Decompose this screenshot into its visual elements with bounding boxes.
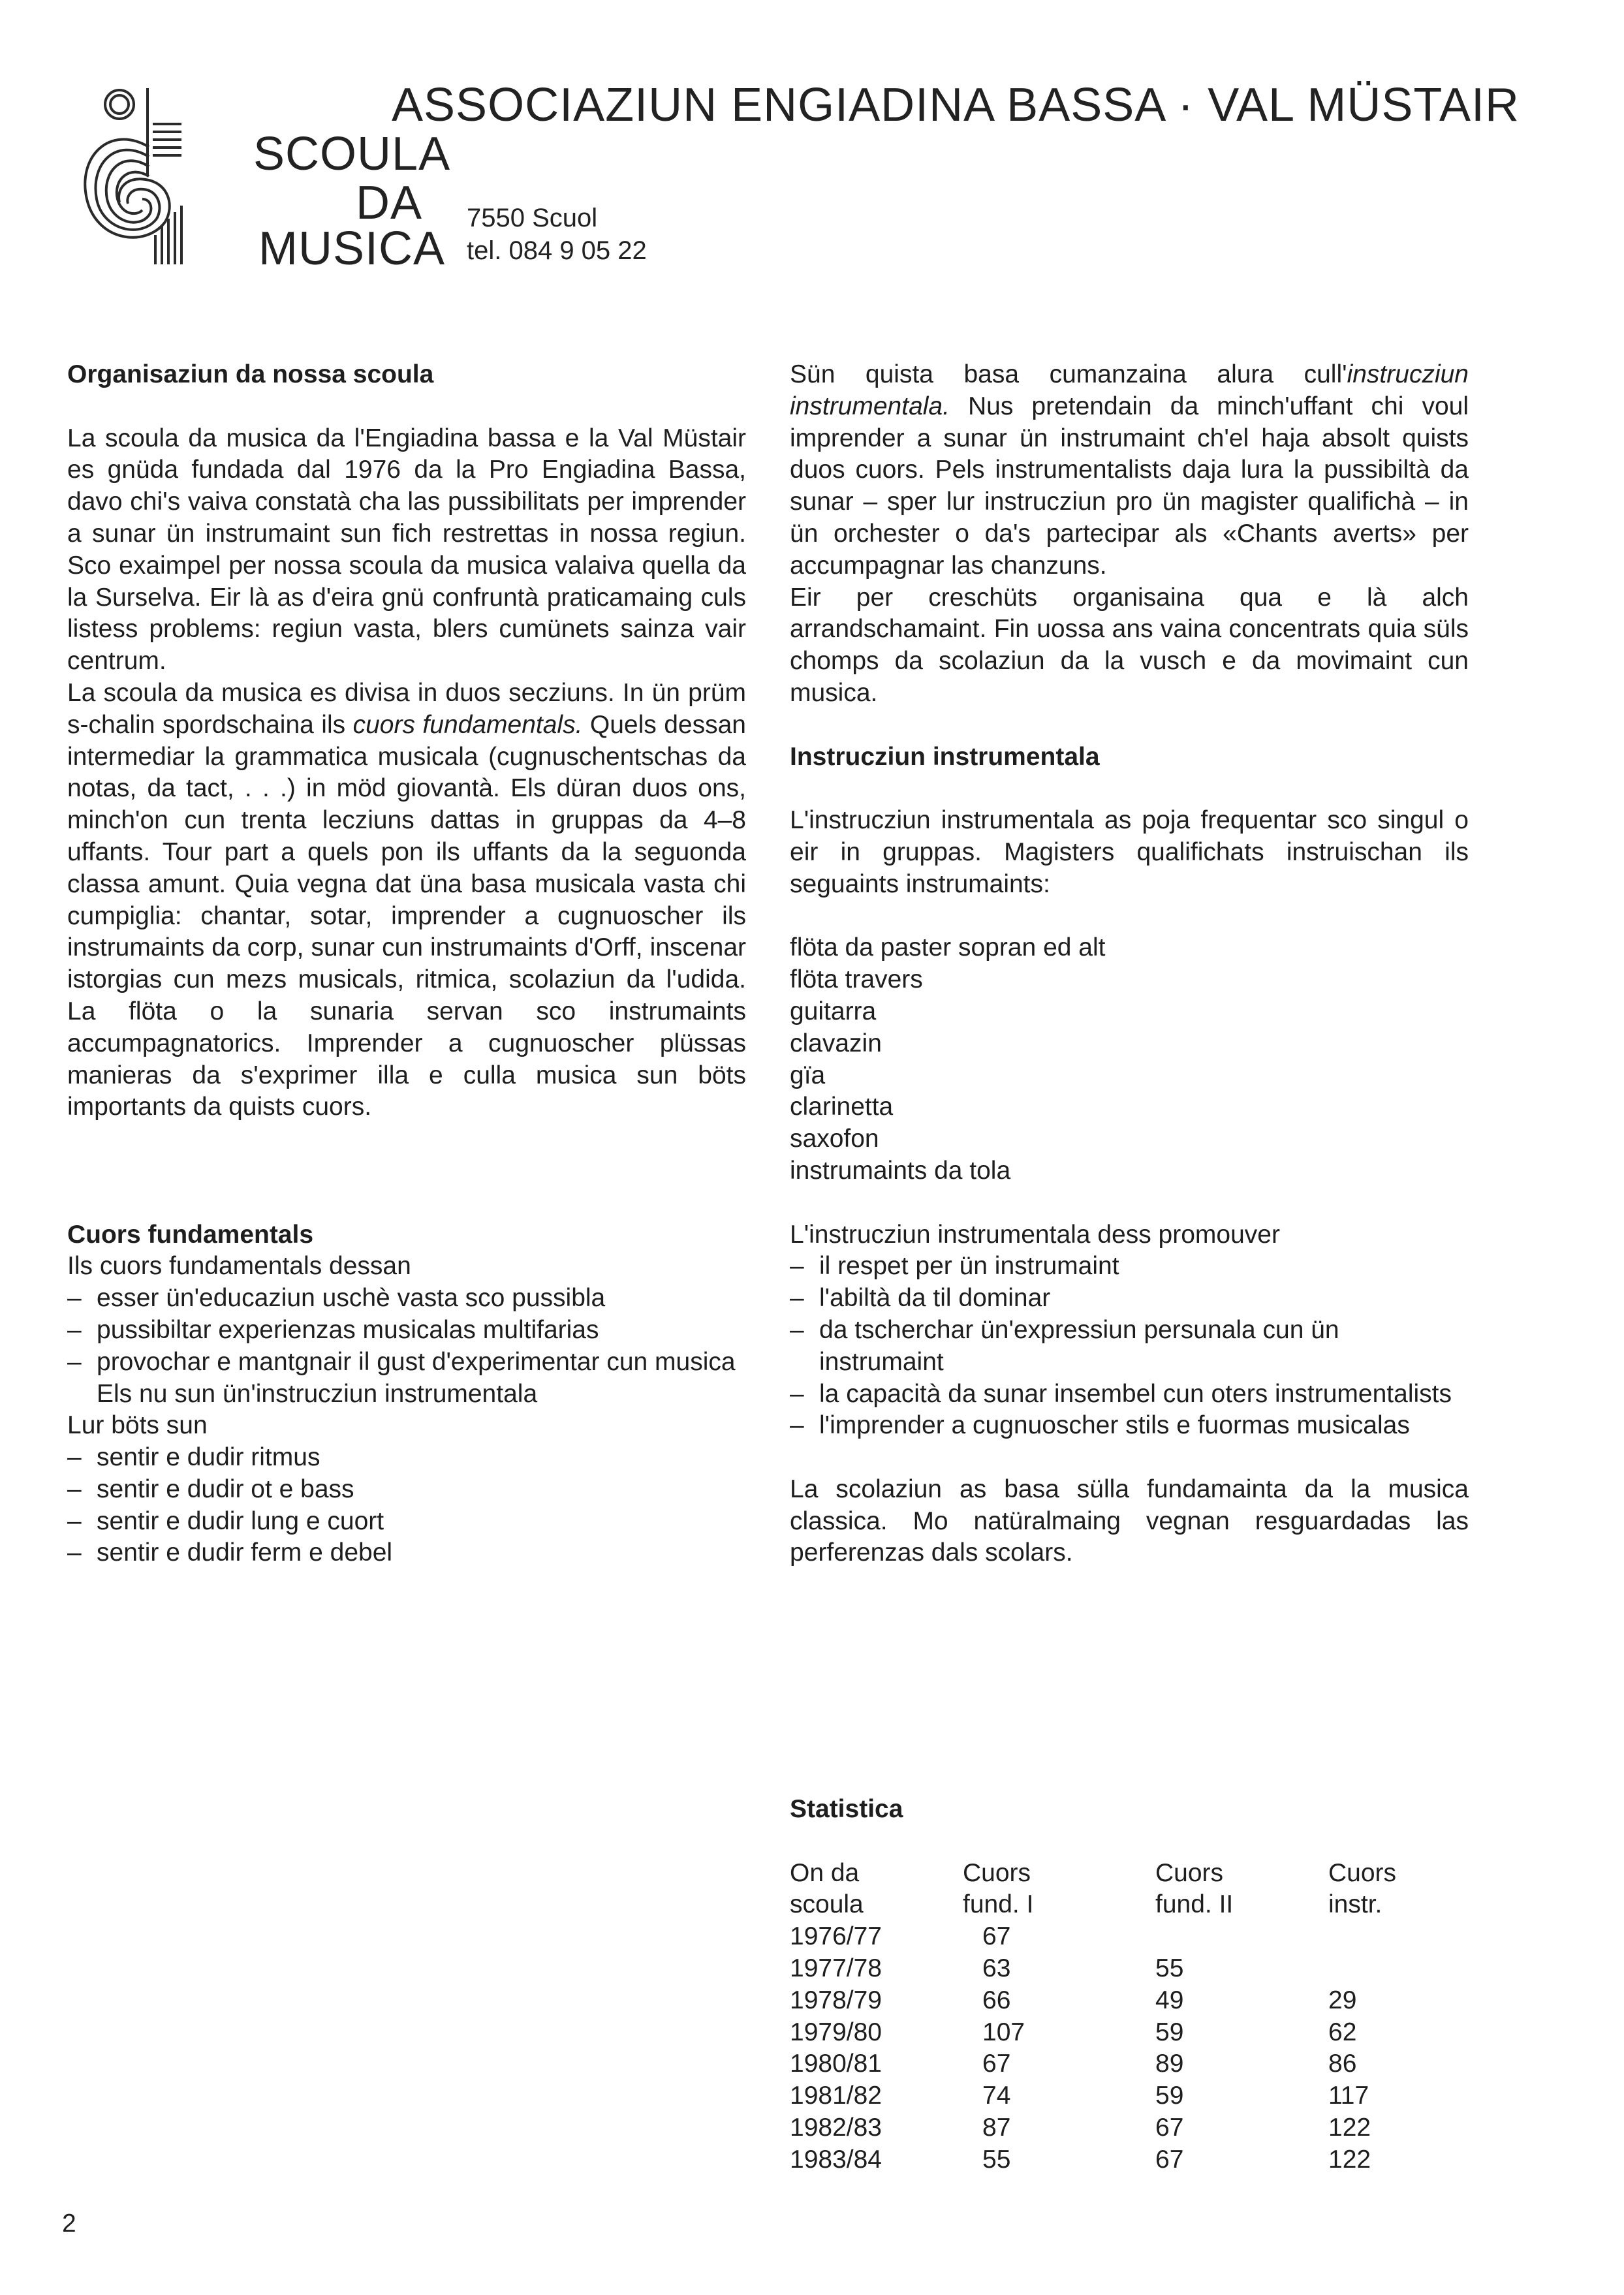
- table-cell: 67: [1155, 2113, 1184, 2142]
- table-row: [790, 1953, 1459, 1985]
- table-row: [790, 1985, 1459, 2017]
- table-cell: 1982/83: [790, 2113, 882, 2142]
- table-cell: 1977/78: [790, 1954, 882, 1982]
- table-cell: 87: [982, 2113, 1011, 2142]
- right-column: [790, 359, 1469, 1569]
- table-cell: 59: [1155, 2018, 1184, 2046]
- table-row: [790, 2112, 1459, 2144]
- statistics-section: [790, 1794, 1459, 2176]
- table-cell: 1978/79: [790, 1986, 882, 2014]
- goals-list: [67, 1283, 746, 1378]
- table-cell: 63: [982, 1954, 1011, 1982]
- list-item: – l'imprender a cugnuoscher stils e fuormas musicalas: [790, 1410, 1469, 1442]
- list-item: – da tscherchar ün'expressiun persunala cun ün instrumaint: [790, 1315, 1469, 1379]
- table-cell: 55: [982, 2145, 1011, 2174]
- table-cell: 89: [1155, 2050, 1184, 2078]
- list-item: – pussibiltar experienzas musicalas multifarias: [67, 1315, 746, 1347]
- list-item: – sentir e dudir ot e bass: [67, 1474, 746, 1506]
- paragraph: Sün quista basa cumanzaina alura cull'instrucziun instrumentala. Nus pretendain da minch'uffant chi voul imprender a sunar ün instrumaint ch'el haja absolt quists duos cuors. Pels instrumentalists daja lura la pussibiltà da sunar – sper lur instrucziun pro ün magister qualifichà – in ün orchester o da's partecipar als «Chants averts» per accumpagnar las chanzuns.: [790, 360, 1469, 580]
- table-row: [790, 1921, 1459, 1953]
- table-cell: 1980/81: [790, 2050, 882, 2078]
- table-cell: 86: [1328, 2050, 1357, 2078]
- table-header-cell: scoula: [790, 1890, 864, 1919]
- left-column: [67, 359, 746, 1569]
- school-name-line3: MUSICA: [258, 223, 446, 275]
- table-cell: 1976/77: [790, 1922, 882, 1951]
- aims-list: [67, 1442, 746, 1569]
- table-row: [790, 2048, 1459, 2080]
- paragraph: L'instrucziun instrumentala as poja frequentar sco singul o eir in gruppas. Magisters qualifichats instruischan ils seguaints instrumaints:: [790, 806, 1469, 898]
- table-cell: 59: [1155, 2082, 1184, 2110]
- table-cell: [1328, 1921, 1459, 1953]
- list-item: instrumaints da tola: [790, 1156, 1011, 1185]
- paragraph: La scoula da musica es divisa in duos secziuns. In ün prüm s-chalin spordschaina ils cuors fundamentals. Quels dessan intermediar la grammatica musicala (cugnuschentschas da notas, da tact, . . .) in möd giovantà. Els düran duos ons, minch'on cun trenta lecziuns dattas in gruppas da 4–8 uffants. Tour part a quels pon ils uffants da la seguonda classa amunt. Quia vegna dat üna basa musicala vasta chi cumpiglia: chantar, sotar, imprender a cugnuoscher ils instrumaints da corp, sunar cun instrumaints d'Orff, inscenar istorgias cun mezs musicals, ritmica, scolaziun da l'udida. La flöta o la sunaria servan sco instrumaints accumpagnatorics. Imprender a cugnuoscher plüssas manieras da s'exprimer illa e culla musica sun böts importants da quists cuors.: [67, 678, 746, 1121]
- list-item: – provochar e mantgnair il gust d'experimentar cun musica: [67, 1347, 746, 1379]
- statistics-table: [790, 1858, 1459, 2176]
- list-item: guitarra: [790, 997, 877, 1025]
- school-name-line1: SCOULA: [253, 128, 451, 180]
- list-item: – sentir e dudir lung e cuort: [67, 1506, 746, 1538]
- address-city: 7550 Scuol: [467, 204, 598, 232]
- school-name-line2: DA: [356, 177, 423, 229]
- table-cell: 66: [982, 1986, 1011, 2014]
- list-item: – il respet per ün instrumaint: [790, 1251, 1469, 1283]
- table-cell: 117: [1328, 2082, 1369, 2110]
- instruments-list: [790, 932, 1469, 1187]
- table-cell: 29: [1328, 1986, 1357, 2014]
- table-cell: 107: [982, 2018, 1025, 2046]
- intro-text: Lur böts sun: [67, 1411, 208, 1440]
- section-heading-instrumental: Instrucziun instrumentala: [790, 742, 1100, 771]
- music-school-logo: [84, 85, 185, 268]
- table-cell: 55: [1155, 1954, 1184, 1982]
- table-cell: 49: [1155, 1986, 1184, 2014]
- list-item: clarinetta: [790, 1093, 894, 1121]
- table-cell: 74: [982, 2082, 1011, 2110]
- paragraph: Eir per creschüts organisaina qua e là alch arrandschamaint. Fin uossa ans vaina concentrats quia süls chomps da scolaziun da la vusch e da movimaint cun musica.: [790, 583, 1469, 707]
- paragraph: La scolaziun as basa sülla fundamainta da la musica classica. Mo natüralmaing vegnan resguardadas las perferenzas dals scolars.: [790, 1475, 1469, 1567]
- address-phone: tel. 084 9 05 22: [467, 236, 647, 265]
- promote-list: [790, 1251, 1469, 1442]
- statistics-heading: Statistica: [790, 1795, 903, 1823]
- intro-text: L'instrucziun instrumentala dess promouver: [790, 1220, 1280, 1249]
- table-header-cell: fund. II: [1155, 1890, 1234, 1919]
- section-heading-basic-courses: Cuors fundamentals: [67, 1220, 314, 1249]
- table-header-row: [790, 1889, 1459, 1921]
- page-number: 2: [62, 2209, 76, 2238]
- paragraph: La scoula da musica da l'Engiadina bassa e la Val Müstair es gnüda fundada dal 1976 da la Pro Engiadina Bassa, davo chi's vaiva constatà cha las pussibilitats per imprender a sunar ün instrumaint sun fich restrettas in nossa regiun. Sco exaimpel per nossa scoula da musica valaiva quella da la Surselva. Eir là as d'eira gnü confruntà praticamaing culs listess problems: regiun vasta, blers cumünets sainza vair centrum.: [67, 424, 746, 676]
- table-header-cell: On da: [790, 1858, 860, 1887]
- association-name: ASSOCIAZIUN ENGIADINA BASSA · VAL MÜSTAIR: [392, 79, 1520, 131]
- list-item: clavazin: [790, 1029, 882, 1057]
- table-row: [790, 2144, 1459, 2176]
- table-cell: [1328, 1953, 1459, 1985]
- list-item: – sentir e dudir ritmus: [67, 1442, 746, 1474]
- table-row: [790, 2080, 1459, 2112]
- list-item: flöta travers: [790, 965, 923, 994]
- table-row: [790, 2017, 1459, 2049]
- table-cell: 1979/80: [790, 2018, 882, 2046]
- list-item: – la capacità da sunar insembel cun oters instrumentalists: [790, 1379, 1469, 1411]
- intro-text: Ils cuors fundamentals dessan: [67, 1252, 411, 1281]
- table-cell: 1981/82: [790, 2082, 882, 2110]
- table-cell: 1983/84: [790, 2145, 882, 2174]
- table-header-row: [790, 1858, 1459, 1890]
- table-cell: 67: [982, 2050, 1011, 2078]
- table-header-cell: fund. I: [963, 1890, 1034, 1919]
- table-cell: 67: [1155, 2145, 1184, 2174]
- list-item: – l'abiltà da til dominar: [790, 1283, 1469, 1315]
- list-item: – sentir e dudir ferm e debel: [67, 1537, 746, 1569]
- table-header-cell: Cuors: [963, 1858, 1031, 1887]
- table-cell: 122: [1328, 2145, 1371, 2174]
- table-header-cell: Cuors: [1155, 1858, 1224, 1887]
- section-heading-organisation: Organisaziun da nossa scoula: [67, 360, 434, 388]
- table-cell: 62: [1328, 2018, 1357, 2046]
- table-cell: [1155, 1921, 1328, 1953]
- table-header-cell: Cuors: [1328, 1858, 1397, 1887]
- table-cell: 122: [1328, 2113, 1371, 2142]
- list-item: gïa: [790, 1061, 826, 1089]
- note-text: Els nu sun ün'instrucziun instrumentala: [97, 1379, 538, 1408]
- list-item: flöta da paster sopran ed alt: [790, 933, 1106, 962]
- table-header-cell: instr.: [1328, 1890, 1382, 1919]
- table-cell: 67: [982, 1922, 1011, 1951]
- list-item: saxofon: [790, 1125, 879, 1153]
- list-item: – esser ün'educaziun uschè vasta sco pussibla: [67, 1283, 746, 1315]
